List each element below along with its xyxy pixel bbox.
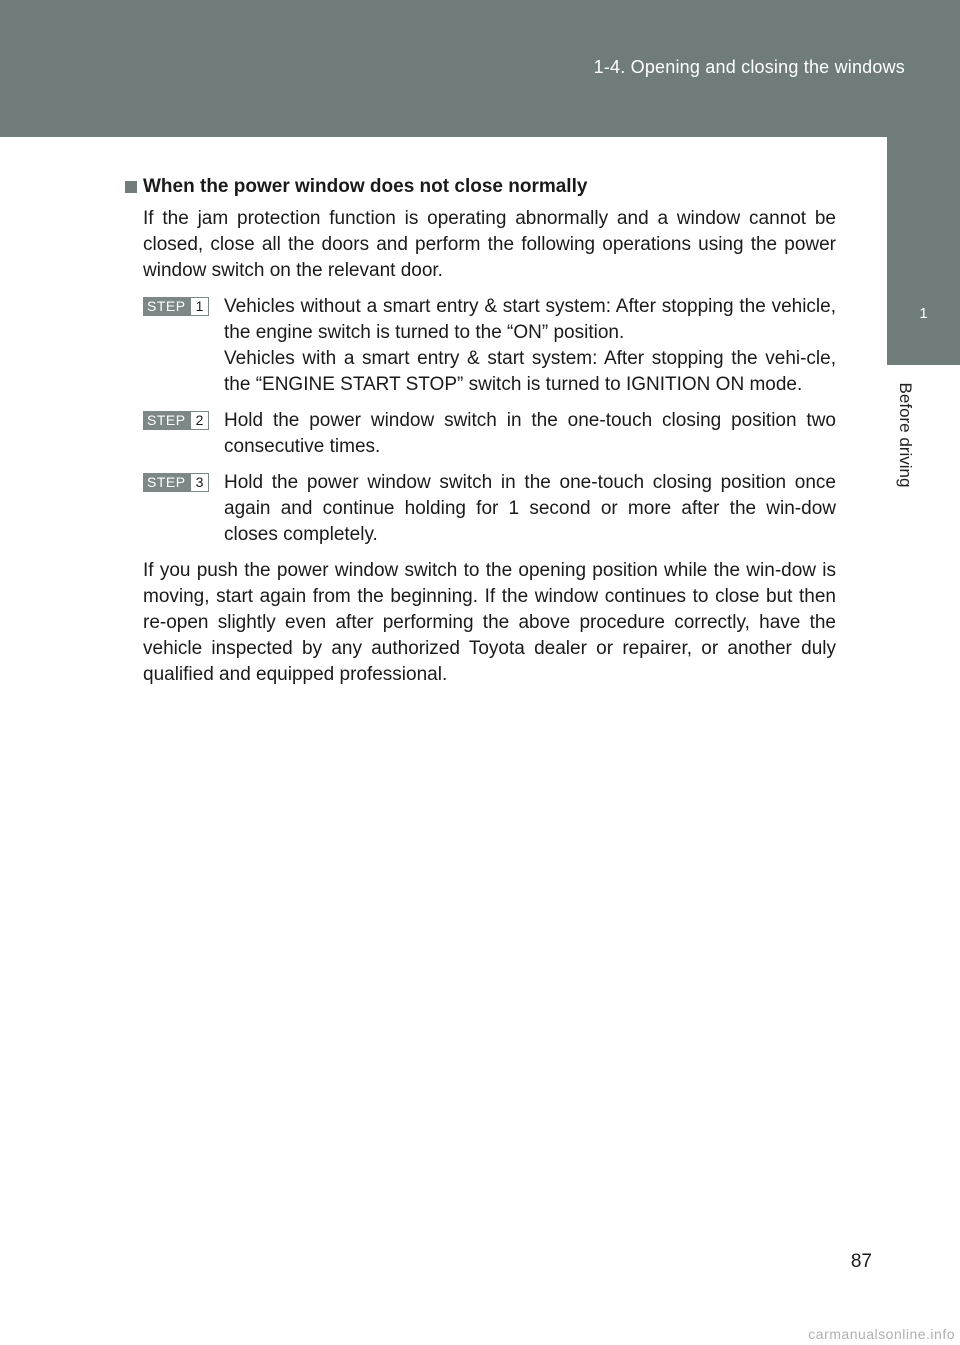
section-title: 1-4. Opening and closing the windows bbox=[593, 57, 905, 77]
square-bullet-icon bbox=[125, 181, 137, 193]
chapter-number: 1 bbox=[919, 305, 928, 322]
step-badge-label: STEP bbox=[143, 297, 190, 316]
main-content bbox=[125, 174, 836, 688]
step-text: Hold the power window switch in the one-touch closing position once again and continue holding for 1 second or more after the win-dow closes completely. bbox=[224, 472, 836, 545]
chapter-label: Before driving bbox=[896, 382, 915, 488]
step-2 bbox=[143, 408, 836, 460]
subheading-text: When the power window does not close normally bbox=[143, 176, 588, 197]
step-1 bbox=[143, 294, 836, 398]
chapter-tab bbox=[887, 137, 960, 365]
step-badge bbox=[143, 473, 209, 492]
step-text: Hold the power window switch in the one-touch closing position two consecutive times. bbox=[224, 410, 836, 457]
subheading bbox=[125, 174, 836, 200]
step-text: Vehicles with a smart entry & start system: After stopping the vehi-cle, the “ENGINE START STOP” switch is turned to IGNITION ON mode. bbox=[224, 348, 836, 395]
step-badge-number: 3 bbox=[190, 473, 210, 492]
step-3 bbox=[143, 470, 836, 548]
watermark: carmanualsonline.info bbox=[808, 1326, 955, 1342]
step-badge-label: STEP bbox=[143, 473, 190, 492]
step-badge-number: 1 bbox=[190, 297, 210, 316]
intro-paragraph: If the jam protection function is operating abnormally and a window cannot be closed, close all the doors and perform the following operations using the power window switch on the relevant door. bbox=[143, 208, 836, 281]
step-text: Vehicles without a smart entry & start system: After stopping the vehicle, the engine switch is turned to the “ON” position. bbox=[224, 296, 836, 343]
step-badge bbox=[143, 297, 209, 316]
step-badge-label: STEP bbox=[143, 411, 190, 430]
closing-paragraph: If you push the power window switch to the opening position while the win-dow is moving, start again from the beginning. If the window continues to close but then re-open slightly even after performing the above procedure correctly, have the vehicle inspected by any authorized Toyota dealer or repairer, or another duly qualified and equipped professional. bbox=[143, 560, 836, 685]
page-number: 87 bbox=[850, 1251, 872, 1272]
step-badge bbox=[143, 411, 209, 430]
step-badge-number: 2 bbox=[190, 411, 210, 430]
